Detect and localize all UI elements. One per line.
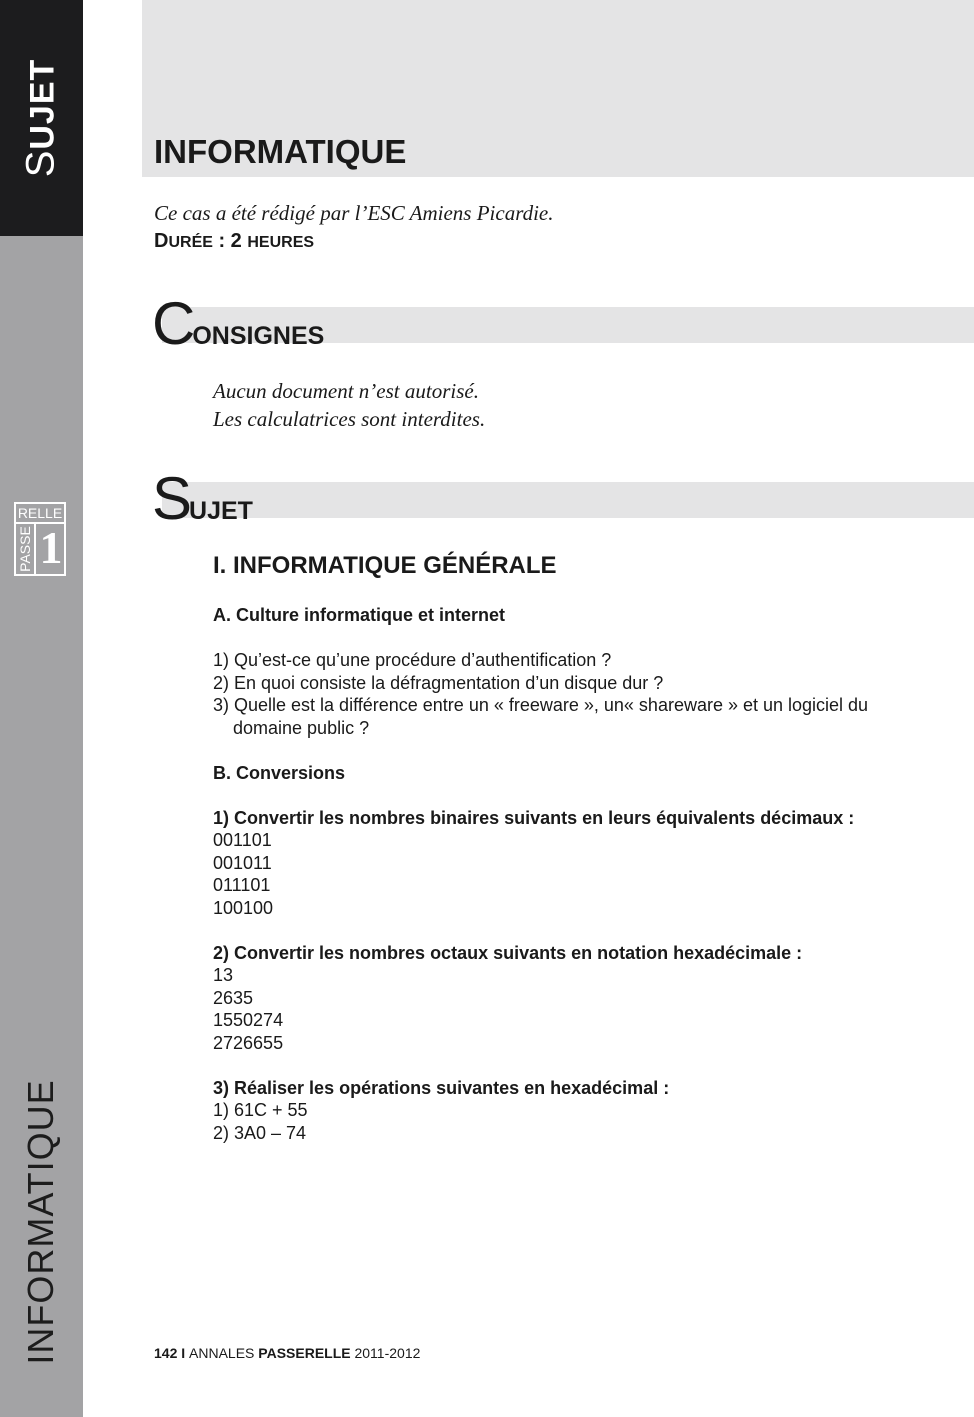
passerelle-logo: RELLE PASSE 1: [14, 502, 66, 576]
consignes-line: Aucun document n’est autorisé.: [213, 379, 479, 403]
page-footer: 142 I ANNALES PASSERELLE 2011-2012: [154, 1345, 421, 1361]
consignes-line: Les calculatrices sont interdites.: [213, 407, 486, 431]
question-title: 3) Réaliser les opérations suivantes en hexadécimal :: [213, 1077, 670, 1098]
consignes-heading: CONSIGNES: [152, 290, 325, 357]
value-item: 2726655: [213, 1032, 284, 1053]
sidebar-subject-label: INFORMATIQUE: [20, 1079, 61, 1365]
question-title: 2) Convertir les nombres octaux suivants en notation hexadécimale :: [213, 942, 803, 963]
part-title: I. INFORMATIQUE GÉNÉRALE: [213, 552, 557, 579]
list-item: 1) Qu’est-ce qu’une procédure d’authentification ?: [213, 650, 612, 670]
question-title: 1) Convertir les nombres binaires suivants en leurs équivalents décimaux :: [213, 807, 855, 828]
section-a-title: A. Culture informatique et internet: [213, 605, 506, 625]
section-b-title: B. Conversions: [213, 762, 346, 783]
value-item: 2) 3A0 – 74: [213, 1122, 307, 1143]
brand-name: PASSERELLE: [258, 1345, 351, 1361]
value-item: 1550274: [213, 1010, 284, 1030]
sujet-heading: SUJET: [152, 465, 253, 532]
value-item: 001101: [213, 830, 272, 850]
author-note: Ce cas a été rédigé par l’ESC Amiens Picardie.: [154, 201, 554, 225]
consignes-text: [213, 377, 485, 433]
page-number: 142: [154, 1345, 178, 1361]
value-item: 2635: [213, 987, 254, 1008]
value-item: 100100: [213, 897, 274, 918]
duration: DURÉE : 2 HEURES: [154, 230, 315, 252]
value-item: 001011: [213, 852, 272, 873]
list-item: 3) Quelle est la différence entre un « freeware », un« shareware » et un logiciel du domaine public ?: [213, 695, 869, 738]
value-item: 011101: [213, 875, 271, 895]
list-item: 2) En quoi consiste la défragmentation d’un disque dur ?: [213, 672, 664, 693]
sujet-bar: [162, 482, 974, 518]
sujet-content: [213, 548, 913, 1144]
value-item: 1) 61C + 55: [213, 1100, 308, 1120]
value-item: 13: [213, 965, 234, 985]
page-title: INFORMATIQUE: [154, 133, 407, 170]
sidebar-sujet-label: SUJET: [18, 58, 63, 178]
